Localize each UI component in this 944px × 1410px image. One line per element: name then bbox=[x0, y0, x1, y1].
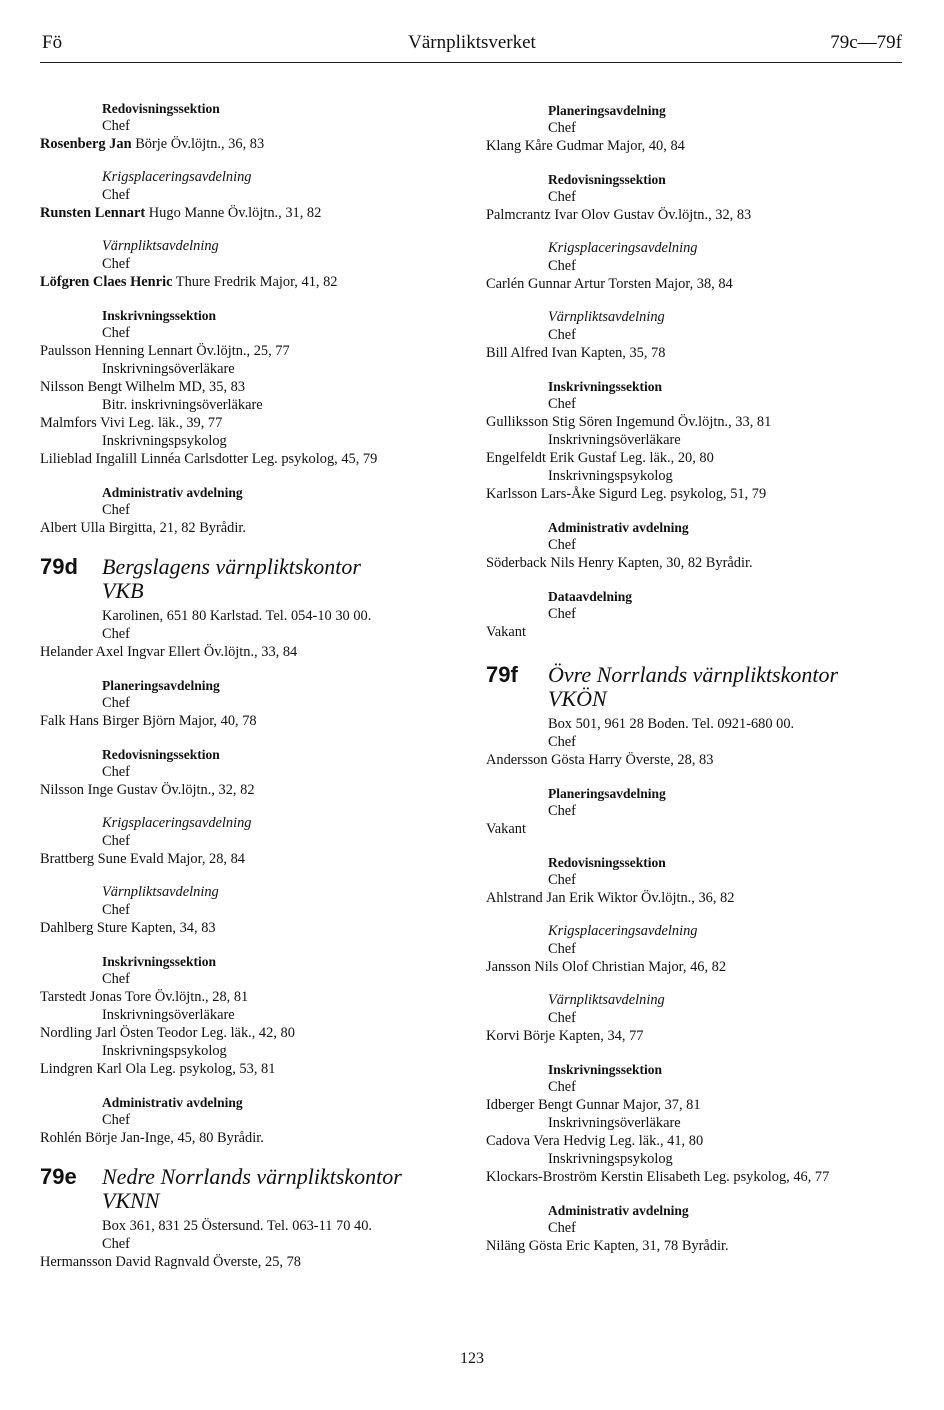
person-entry: Brattberg Sune Evald Major, 28, 84 bbox=[40, 851, 245, 867]
role-label: Inskrivningspsykolog bbox=[102, 1043, 227, 1059]
person-entry: Löfgren Claes Henric Thure Fredrik Major, 41, 82 bbox=[40, 274, 338, 290]
office-address: Karolinen, 651 80 Karlstad. Tel. 054-10 30 00. bbox=[102, 608, 372, 624]
person-entry: Nordling Jarl Östen Teodor Leg. läk., 42, 80 bbox=[40, 1025, 295, 1041]
section-heading: Krigsplaceringsavdelning bbox=[102, 169, 252, 185]
role-label: Inskrivningsöverläkare bbox=[102, 1007, 235, 1023]
person-entry: Albert Ulla Birgitta, 21, 82 Byrådir. bbox=[40, 520, 246, 536]
role-label: Chef bbox=[548, 327, 576, 343]
person-entry: Vakant bbox=[486, 624, 526, 640]
role-label: Chef bbox=[548, 606, 576, 622]
role-label: Chef bbox=[102, 187, 130, 203]
role-label: Chef bbox=[102, 626, 130, 642]
section-heading: Värnpliktsavdelning bbox=[548, 309, 665, 325]
person-entry: Klang Kåre Gudmar Major, 40, 84 bbox=[486, 138, 685, 154]
role-label: Inskrivningspsykolog bbox=[548, 1151, 673, 1167]
left-column bbox=[40, 94, 480, 1271]
section-heading: Värnpliktsavdelning bbox=[102, 238, 219, 254]
header-left: Fö bbox=[42, 32, 63, 53]
section-heading: Inskrivningssektion bbox=[102, 954, 217, 969]
section-administrativ bbox=[40, 484, 480, 537]
section-heading: Redovisningssektion bbox=[102, 101, 220, 116]
section-heading: Krigsplaceringsavdelning bbox=[548, 923, 698, 939]
role-label: Chef bbox=[102, 1236, 130, 1252]
person-entry: Carlén Gunnar Artur Torsten Major, 38, 84 bbox=[486, 276, 733, 292]
section-heading: Planeringsavdelning bbox=[102, 678, 220, 693]
role-label: Chef bbox=[548, 1010, 576, 1026]
role-label: Chef bbox=[548, 941, 576, 957]
office-code: 79f bbox=[486, 662, 518, 687]
person-entry: Tarstedt Jonas Tore Öv.löjtn., 28, 81 bbox=[40, 989, 249, 1005]
office-address: Box 501, 961 28 Boden. Tel. 0921-680 00. bbox=[548, 716, 795, 732]
section-heading: Inskrivningssektion bbox=[548, 379, 663, 394]
office-heading bbox=[40, 1165, 480, 1213]
role-label: Chef bbox=[102, 502, 130, 518]
role-label: Chef bbox=[548, 258, 576, 274]
role-label: Chef bbox=[102, 833, 130, 849]
section-heading: Krigsplaceringsavdelning bbox=[102, 815, 252, 831]
person-entry: Falk Hans Birger Björn Major, 40, 78 bbox=[40, 713, 257, 729]
role-label: Chef bbox=[102, 695, 130, 711]
role-label: Chef bbox=[548, 396, 576, 412]
section-heading: Dataavdelning bbox=[548, 589, 633, 604]
section-krigsplacering bbox=[40, 169, 480, 222]
person-entry: Rohlén Börje Jan-Inge, 45, 80 Byrådir. bbox=[40, 1130, 264, 1146]
person-entry: Ahlstrand Jan Erik Wiktor Öv.löjtn., 36, 82 bbox=[486, 890, 735, 906]
office-title: Övre Norrlands värnpliktskontor VKÖN bbox=[548, 662, 839, 711]
section-heading: Administrativ avdelning bbox=[548, 1203, 689, 1218]
person-entry: Vakant bbox=[486, 821, 526, 837]
role-label: Chef bbox=[548, 872, 576, 888]
role-label: Inskrivningsöverläkare bbox=[548, 432, 681, 448]
office-title: Bergslagens värnpliktskontor VKB bbox=[102, 554, 361, 603]
person-entry: Rosenberg Jan Börje Öv.löjtn., 36, 83 bbox=[40, 136, 265, 152]
header-section-range: 79c—79f bbox=[830, 32, 902, 53]
office-address: Box 361, 831 25 Östersund. Tel. 063-11 70 40. bbox=[102, 1218, 373, 1234]
section-heading: Redovisningssektion bbox=[548, 172, 666, 187]
section-heading: Redovisningssektion bbox=[548, 855, 666, 870]
header-rule bbox=[40, 62, 902, 63]
role-label: Inskrivningsöverläkare bbox=[548, 1115, 681, 1131]
role-label: Chef bbox=[102, 1112, 130, 1128]
section-heading: Inskrivningssektion bbox=[102, 308, 217, 323]
header-title: Värnpliktsverket bbox=[408, 32, 536, 53]
person-entry: Runsten Lennart Hugo Manne Öv.löjtn., 31, 82 bbox=[40, 205, 322, 221]
office-heading bbox=[40, 555, 480, 603]
section-heading: Planeringsavdelning bbox=[548, 786, 666, 801]
office-heading bbox=[486, 663, 926, 711]
role-label: Chef bbox=[102, 764, 130, 780]
person-entry: Jansson Nils Olof Christian Major, 46, 82 bbox=[486, 959, 727, 975]
person-entry: Nilsson Bengt Wilhelm MD, 35, 83 bbox=[40, 379, 246, 395]
section-heading: Krigsplaceringsavdelning bbox=[548, 240, 698, 256]
person-entry: Niläng Gösta Eric Kapten, 31, 78 Byrådir. bbox=[486, 1238, 729, 1254]
role-label: Chef bbox=[548, 120, 576, 136]
role-label: Chef bbox=[102, 902, 130, 918]
role-label: Inskrivningsöverläkare bbox=[102, 361, 235, 377]
person-entry: Lindgren Karl Ola Leg. psykolog, 53, 81 bbox=[40, 1061, 276, 1077]
role-label: Chef bbox=[548, 189, 576, 205]
office-79e bbox=[40, 1165, 480, 1271]
person-entry: Dahlberg Sture Kapten, 34, 83 bbox=[40, 920, 216, 936]
section-heading: Administrativ avdelning bbox=[102, 1095, 243, 1110]
section-heading: Värnpliktsavdelning bbox=[102, 884, 219, 900]
role-label: Chef bbox=[548, 734, 576, 750]
role-label: Chef bbox=[102, 325, 130, 341]
office-code: 79d bbox=[40, 554, 78, 579]
person-entry: Lilieblad Ingalill Linnéa Carlsdotter Leg. psykolog, 45, 79 bbox=[40, 451, 378, 467]
role-label: Chef bbox=[548, 537, 576, 553]
person-entry: Bill Alfred Ivan Kapten, 35, 78 bbox=[486, 345, 666, 361]
person-entry: Engelfeldt Erik Gustaf Leg. läk., 20, 80 bbox=[486, 450, 714, 466]
person-entry: Cadova Vera Hedvig Leg. läk., 41, 80 bbox=[486, 1133, 704, 1149]
role-label: Chef bbox=[548, 803, 576, 819]
role-label: Chef bbox=[102, 118, 130, 134]
person-entry: Palmcrantz Ivar Olov Gustav Öv.löjtn., 32, 83 bbox=[486, 207, 752, 223]
person-entry: Malmfors Vivi Leg. läk., 39, 77 bbox=[40, 415, 223, 431]
section-heading: Administrativ avdelning bbox=[548, 520, 689, 535]
section-inskrivning bbox=[40, 307, 480, 468]
person-entry: Andersson Gösta Harry Överste, 28, 83 bbox=[486, 752, 714, 768]
section-heading: Administrativ avdelning bbox=[102, 485, 243, 500]
section-varnplikt bbox=[40, 238, 480, 291]
section-heading: Redovisningssektion bbox=[102, 747, 220, 762]
role-label: Chef bbox=[102, 256, 130, 272]
person-entry: Paulsson Henning Lennart Öv.löjtn., 25, 77 bbox=[40, 343, 290, 359]
person-entry: Hermansson David Ragnvald Överste, 25, 78 bbox=[40, 1254, 301, 1270]
role-label: Inskrivningspsykolog bbox=[102, 433, 227, 449]
person-entry: Korvi Börje Kapten, 34, 77 bbox=[486, 1028, 644, 1044]
right-column bbox=[486, 94, 926, 1255]
role-label: Bitr. inskrivningsöverläkare bbox=[102, 397, 263, 413]
section-redovisning bbox=[40, 100, 480, 153]
section-heading: Inskrivningssektion bbox=[548, 1062, 663, 1077]
role-label: Chef bbox=[548, 1079, 576, 1095]
office-code: 79e bbox=[40, 1164, 77, 1189]
office-title: Nedre Norrlands värnpliktskontor VKNN bbox=[102, 1164, 402, 1213]
person-entry: Klockars-Broström Kerstin Elisabeth Leg. psykolog, 46, 77 bbox=[486, 1169, 830, 1185]
person-entry: Helander Axel Ingvar Ellert Öv.löjtn., 33, 84 bbox=[40, 644, 298, 660]
person-entry: Idberger Bengt Gunnar Major, 37, 81 bbox=[486, 1097, 701, 1113]
person-entry: Gulliksson Stig Sören Ingemund Öv.löjtn., 33, 81 bbox=[486, 414, 772, 430]
person-entry: Söderback Nils Henry Kapten, 30, 82 Byrådir. bbox=[486, 555, 753, 571]
person-entry: Karlsson Lars-Åke Sigurd Leg. psykolog, 51, 79 bbox=[486, 486, 767, 502]
role-label: Chef bbox=[548, 1220, 576, 1236]
person-entry: Nilsson Inge Gustav Öv.löjtn., 32, 82 bbox=[40, 782, 255, 798]
role-label: Inskrivningspsykolog bbox=[548, 468, 673, 484]
office-79f bbox=[486, 663, 926, 1255]
section-heading: Planeringsavdelning bbox=[548, 103, 666, 118]
page-number: 123 bbox=[460, 1350, 484, 1367]
section-heading: Värnpliktsavdelning bbox=[548, 992, 665, 1008]
office-79d bbox=[40, 555, 480, 1147]
role-label: Chef bbox=[102, 971, 130, 987]
